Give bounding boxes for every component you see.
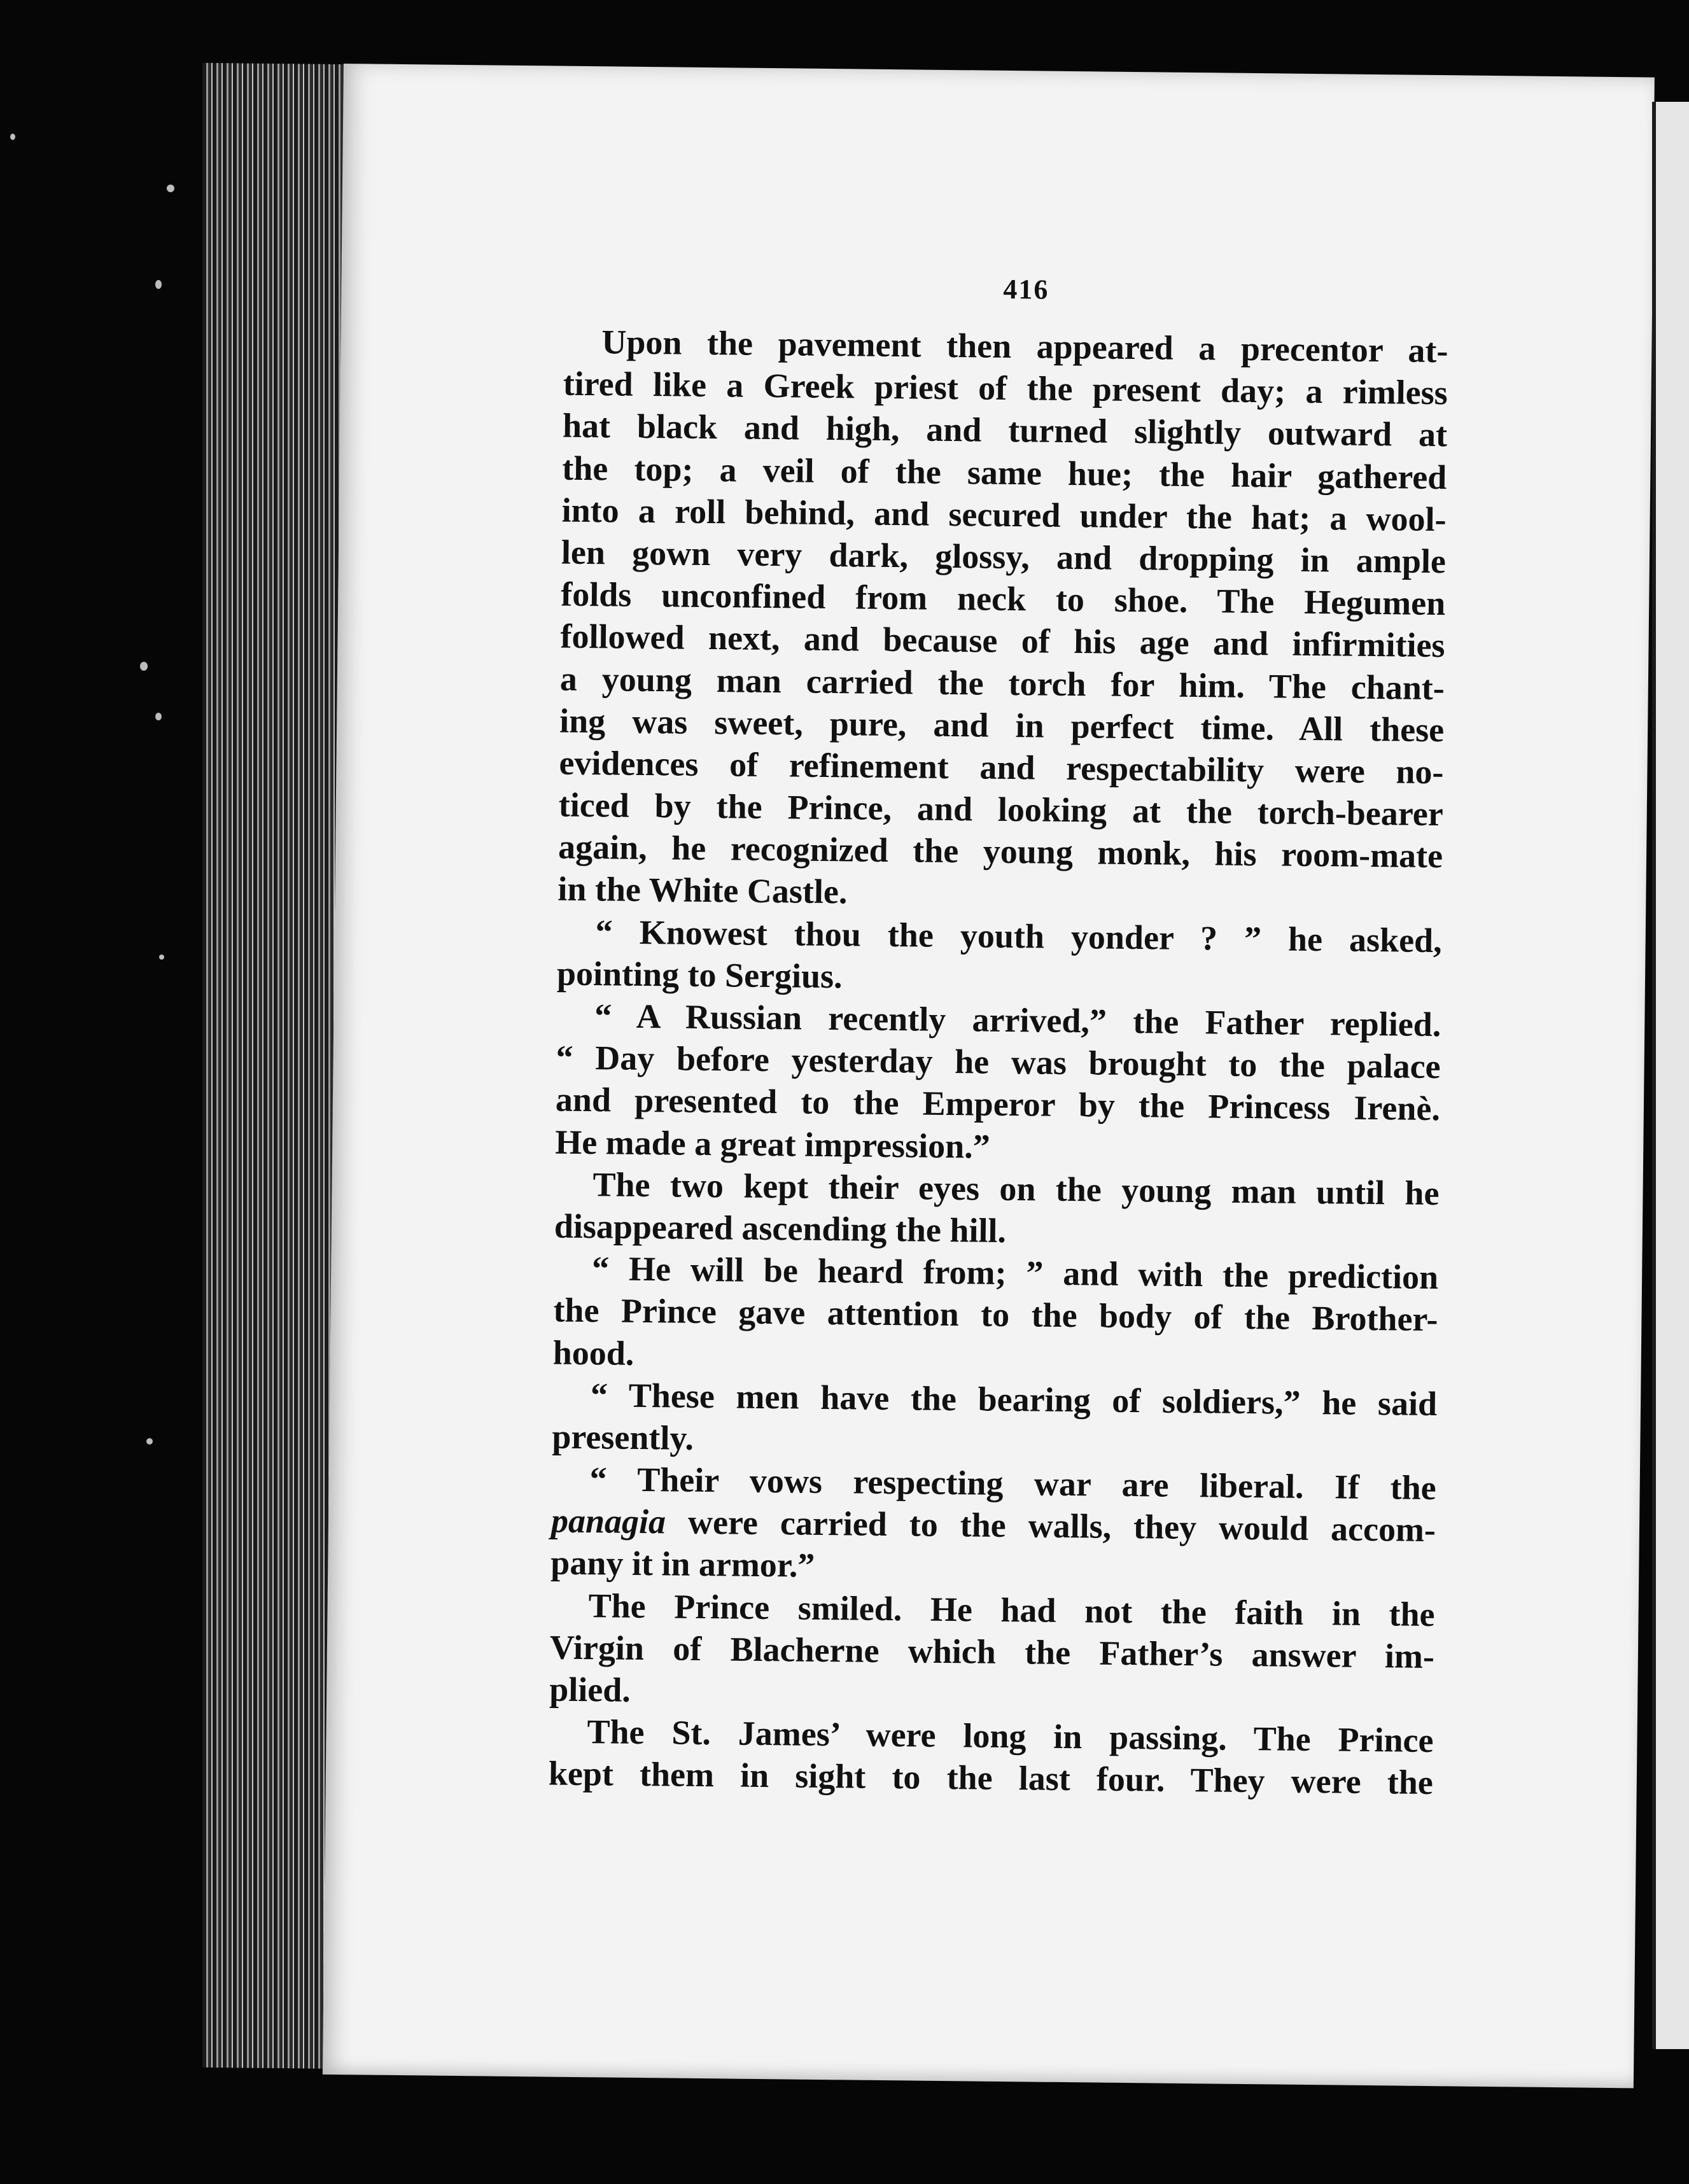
text-line: the Prince gave attention to the body of the Brother- [553, 1291, 1438, 1339]
text-line: “ These men have the bearing of soldiers,” he said [590, 1375, 1438, 1423]
text-line: disappeared ascending the hill. [554, 1207, 1007, 1250]
page-number: 416 [1003, 273, 1049, 305]
text-line: tired like a Greek priest of the present day; a rimless [563, 364, 1448, 412]
scan-speck [159, 955, 164, 960]
text-line: pany it in armor.” [550, 1543, 815, 1585]
text-line: kept them in sight to the last four. They were the [548, 1754, 1434, 1802]
scan-speck [140, 662, 148, 671]
text-line: He made a great impression.” [554, 1123, 990, 1166]
text-line: The St. James’ were long in passing. The Prince [587, 1712, 1434, 1760]
text-line: The Prince smiled. He had not the faith in the [588, 1586, 1435, 1634]
text-line: Virgin of Blacherne which the Father’s answer im- [549, 1628, 1435, 1676]
text-line: pointing to Sergius. [556, 954, 843, 996]
text-line: followed next, and because of his age and infirmities [560, 617, 1445, 665]
text-line: ing was sweet, pure, and in perfect time. All these [559, 701, 1445, 749]
text-line: “ Their vows respecting war are liberal. If the [589, 1460, 1436, 1508]
text-line: folds unconfined from neck to shoe. The Hegumen [560, 575, 1446, 623]
italic-word: panagia [550, 1501, 666, 1541]
facing-page-edge [1652, 102, 1689, 2049]
text-line: hat black and high, and turned slightly outward at [562, 407, 1448, 454]
text-line: hood. [552, 1333, 634, 1373]
scan-speck [167, 185, 174, 192]
text-line: again, he recognized the young monk, his room-mate [557, 827, 1443, 876]
text-line: presently. [552, 1417, 694, 1457]
text-line-rest: were carried to the walls, they would accom- [665, 1502, 1436, 1550]
text-line: “ A Russian recently arrived,” the Father replied. [594, 997, 1441, 1044]
text-line: ticed by the Prince, and looking at the torch-bearer [558, 785, 1444, 834]
text-line: in the White Castle. [557, 870, 848, 911]
text-line: and presented to the Emperor by the Princess Irenè. [555, 1080, 1441, 1128]
text-line: plied. [549, 1670, 631, 1709]
text-line: len gown very dark, glossy, and dropping in ample [561, 533, 1447, 581]
scan-speck [146, 1438, 153, 1445]
text-line: a young man carried the torch for him. The chant- [559, 659, 1445, 707]
text-line: into a roll behind, and secured under the hat; a wool- [561, 491, 1447, 538]
scan-speck [155, 713, 162, 720]
book-page [323, 64, 1655, 2088]
scan-speck [155, 280, 162, 289]
text-line: evidences of refinement and respectability were no- [559, 743, 1444, 792]
text-line: the top; a veil of the same hue; the hair gathered [562, 449, 1447, 496]
text-line: Upon the pavement then appeared a precentor at- [601, 323, 1448, 370]
text-line: The two kept their eyes on the young man until he [592, 1165, 1440, 1212]
text-line: “ Knowest thou the youth yonder ? ” he asked, [595, 912, 1442, 960]
text-line: “ Day before yesterday he was brought to the palace [556, 1038, 1441, 1086]
text-line: “ He will be heard from; ” and with the prediction [591, 1249, 1439, 1297]
body-text [549, 321, 1448, 1804]
scan-speck [10, 134, 15, 140]
